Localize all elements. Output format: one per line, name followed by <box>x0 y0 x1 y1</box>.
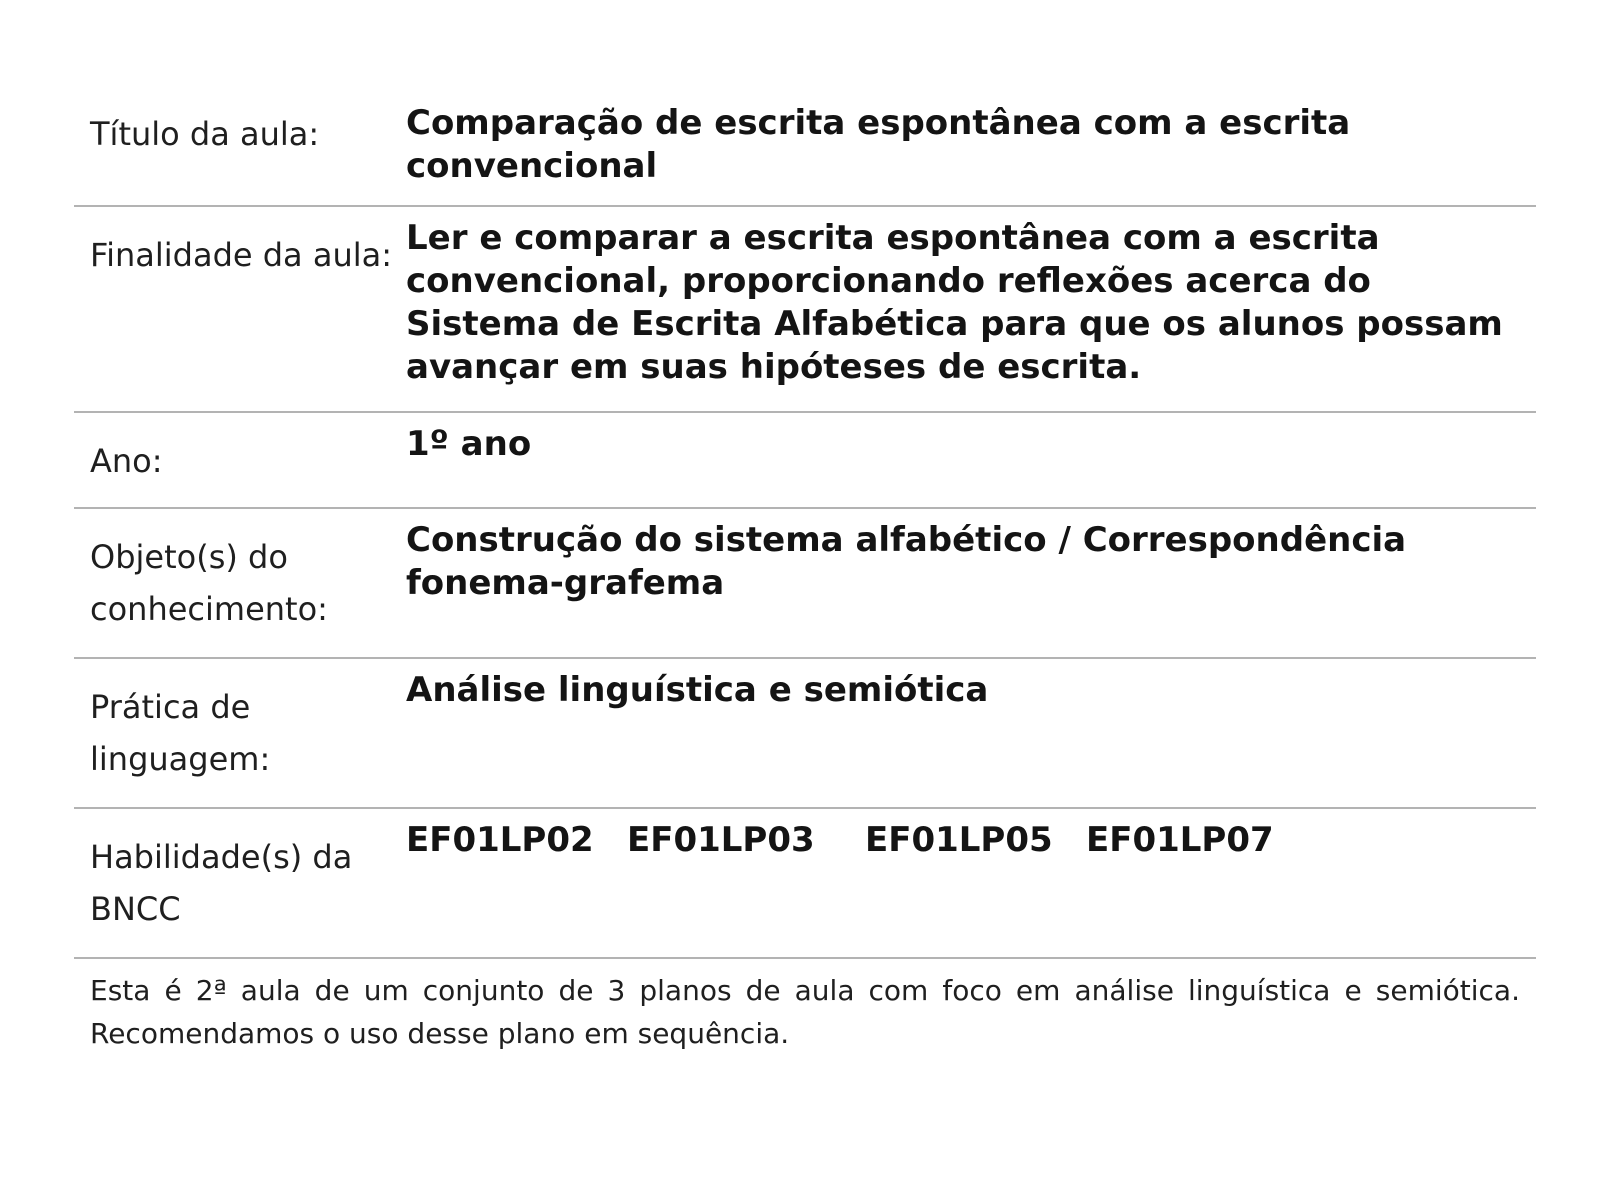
bncc-code: EF01LP07 <box>1086 820 1274 860</box>
bncc-code: EF01LP02 <box>406 820 594 860</box>
objeto-label: Objeto(s) do conhecimento: <box>90 538 328 628</box>
lesson-plan-sheet <box>74 88 1536 1055</box>
row-pratica <box>74 659 1536 809</box>
habilidades-codes <box>406 809 1536 957</box>
habilidades-label: Habilidade(s) da BNCC <box>90 838 353 928</box>
pratica-value: Análise linguística e semiótica <box>406 670 989 710</box>
ano-value: 1º ano <box>406 424 532 464</box>
bncc-code: EF01LP03 <box>627 820 815 860</box>
row-objeto <box>74 509 1536 659</box>
bncc-code: EF01LP05 <box>865 820 1053 860</box>
sequence-note: Esta é 2ª aula de um conjunto de 3 planos de aula com foco em análise linguística e semiótica. Recomendamos o uso desse plano em sequência. <box>90 974 1520 1050</box>
row-habilidades <box>74 809 1536 959</box>
finalidade-value: Ler e comparar a escrita espontânea com a escrita convencional, proporcionando reflexões acerca do Sistema de Escrita Alfabética para que os alunos possam avançar em suas hipóteses de escrita. <box>406 218 1503 387</box>
row-titulo <box>74 88 1536 207</box>
titulo-value: Comparação de escrita espontânea com a escrita convencional <box>406 103 1351 186</box>
finalidade-label: Finalidade da aula: <box>90 236 392 274</box>
row-ano <box>74 413 1536 509</box>
titulo-label: Título da aula: <box>90 115 320 153</box>
row-finalidade <box>74 207 1536 413</box>
objeto-value: Construção do sistema alfabético / Correspondência fonema-grafema <box>406 520 1407 603</box>
pratica-label: Prática de linguagem: <box>90 688 271 778</box>
ano-label: Ano: <box>90 442 163 480</box>
